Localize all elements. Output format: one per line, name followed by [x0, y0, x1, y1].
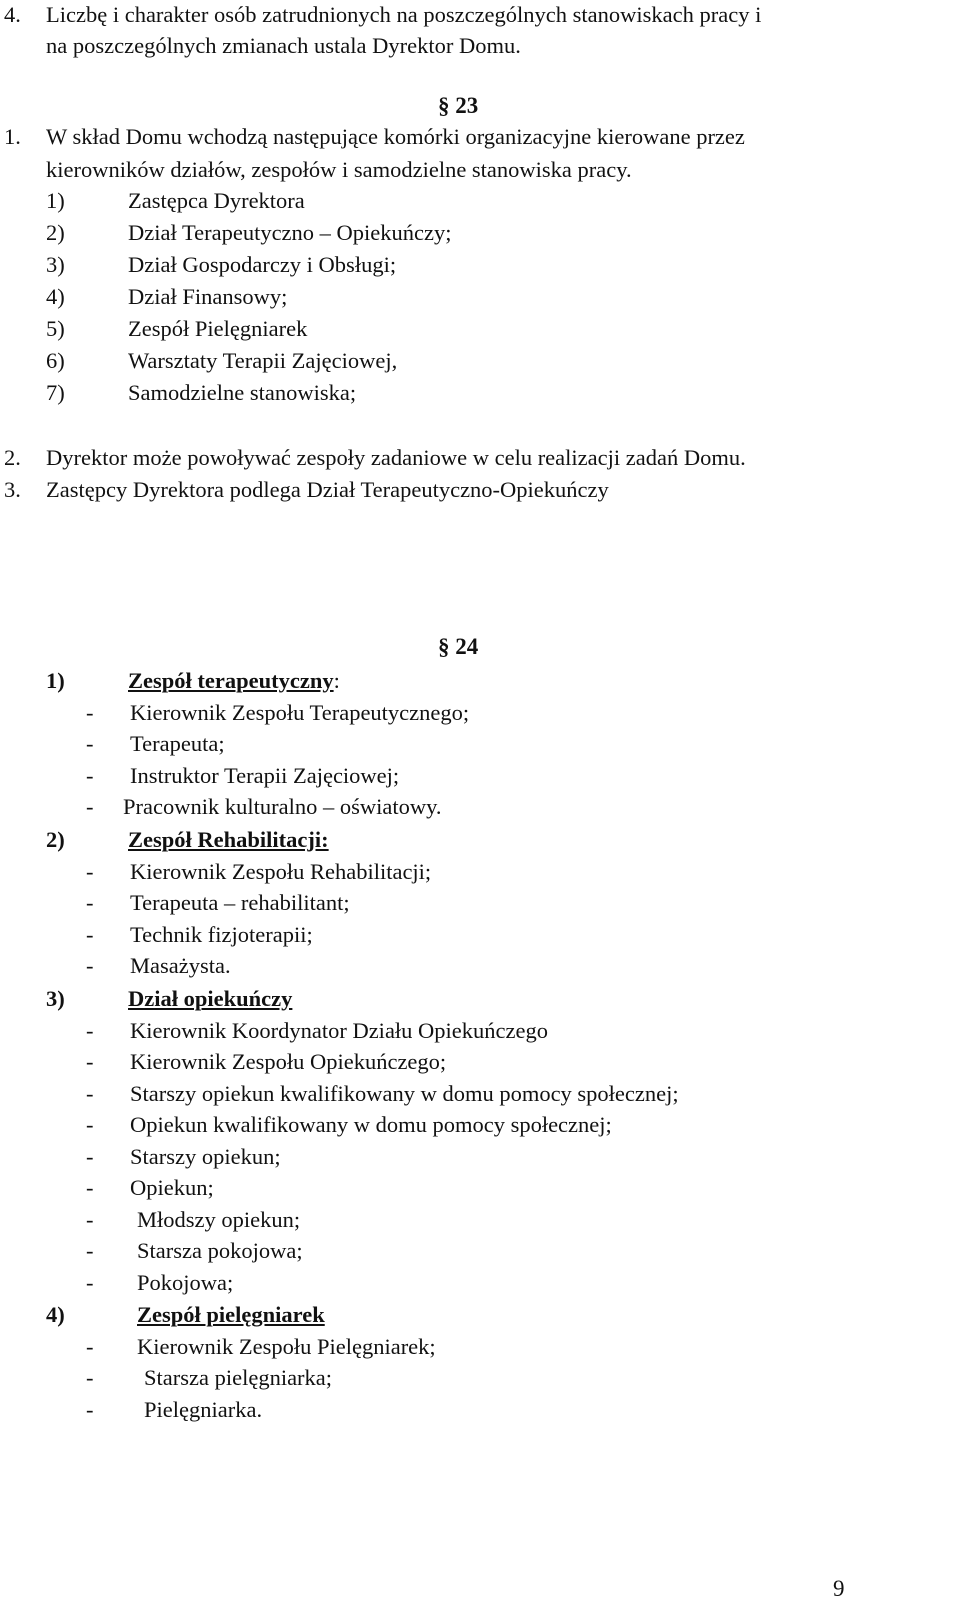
group-title-text: Zespół terapeutyczny: [128, 668, 334, 693]
page-number: 9: [833, 1576, 845, 1601]
unit-label: Samodzielne stanowiska;: [128, 380, 357, 405]
list-item: Terapeuta;: [130, 731, 225, 756]
list-item: Masażysta.: [130, 953, 231, 978]
paragraph-2-number: 2.: [4, 445, 21, 470]
unit-label: Dział Finansowy;: [128, 284, 288, 309]
group-number: 2): [46, 827, 65, 852]
unit-label: Zespół Pielęgniarek: [128, 316, 308, 341]
list-dash: -: [86, 953, 94, 978]
list-dash: -: [86, 1112, 94, 1137]
paragraph-1-number: 1.: [4, 124, 21, 149]
list-dash: -: [86, 1143, 94, 1169]
group-title: [128, 825, 329, 855]
list-item: Instruktor Terapii Zajęciowej;: [130, 762, 400, 788]
unit-label: Dział Gospodarczy i Obsługi;: [128, 252, 397, 277]
list-item: Pokojowa;: [137, 1269, 234, 1295]
list-dash: -: [86, 794, 94, 819]
item-4-line-2: na poszczególnych zmianach ustala Dyrektor Domu.: [46, 33, 521, 58]
list-dash: -: [86, 1017, 94, 1043]
group-title-text: Zespół Rehabilitacji:: [128, 827, 329, 852]
list-item: Kierownik Zespołu Pielęgniarek;: [137, 1333, 436, 1359]
unit-number: 4): [46, 284, 65, 309]
unit-number: 6): [46, 348, 65, 373]
list-item: Kierownik Zespołu Rehabilitacji;: [130, 858, 432, 884]
unit-label: Zastępca Dyrektora: [128, 188, 305, 213]
list-item: Technik fizjoterapii;: [130, 921, 313, 947]
unit-number: 3): [46, 252, 65, 277]
item-number: 4.: [4, 2, 21, 27]
unit-label: Dział Terapeutyczno – Opiekuńczy;: [128, 220, 452, 245]
group-title-text: Dział opiekuńczy: [128, 986, 293, 1011]
group-title: [128, 666, 340, 696]
list-item: Kierownik Zespołu Terapeutycznego;: [130, 699, 470, 725]
paragraph-2-text: Dyrektor może powoływać zespoły zadaniowe w celu realizacji zadań Domu.: [46, 445, 746, 470]
paragraph-1-line-2: kierowników działów, zespołów i samodzielne stanowiska pracy.: [46, 157, 632, 182]
group-title-suffix: :: [333, 668, 340, 693]
list-item: Starsza pokojowa;: [137, 1238, 303, 1263]
list-item: Opiekun kwalifikowany w domu pomocy społecznej;: [130, 1112, 612, 1137]
group-title: [137, 1300, 325, 1330]
paragraph-3-text: Zastępcy Dyrektora podlega Dział Terapeutyczno-Opiekuńczy: [46, 477, 609, 502]
section-heading-24: § 24: [438, 634, 479, 659]
list-item: Młodszy opiekun;: [137, 1206, 301, 1232]
group-number: 1): [46, 668, 65, 693]
list-dash: -: [86, 1080, 94, 1106]
list-item: Starszy opiekun;: [130, 1143, 281, 1169]
list-dash: -: [86, 731, 94, 756]
unit-label: Warsztaty Terapii Zajęciowej,: [128, 348, 398, 373]
list-item: Terapeuta – rehabilitant;: [130, 890, 350, 915]
group-title: [128, 984, 292, 1014]
list-dash: -: [86, 921, 94, 947]
group-number: 3): [46, 986, 65, 1011]
list-item: Pracownik kulturalno – oświatowy.: [123, 794, 442, 819]
list-item: Kierownik Zespołu Opiekuńczego;: [130, 1049, 447, 1074]
paragraph-1-line-1: W skład Domu wchodzą następujące komórki organizacyjne kierowane przez: [46, 124, 745, 149]
unit-number: 1): [46, 188, 65, 213]
section-heading-23: § 23: [438, 93, 479, 118]
list-dash: -: [86, 1238, 94, 1263]
list-dash: -: [86, 1049, 94, 1074]
list-item: Starszy opiekun kwalifikowany w domu pomocy społecznej;: [130, 1080, 679, 1106]
list-dash: -: [86, 1396, 94, 1422]
list-dash: -: [86, 1333, 94, 1359]
unit-number: 7): [46, 380, 65, 405]
list-item: Starsza pielęgniarka;: [144, 1365, 333, 1390]
list-dash: -: [86, 858, 94, 884]
list-dash: -: [86, 890, 94, 915]
unit-number: 5): [46, 316, 65, 341]
item-4: [4, 0, 21, 30]
unit-number: 2): [46, 220, 65, 245]
list-dash: -: [86, 1175, 94, 1200]
list-dash: -: [86, 1269, 94, 1295]
group-number: 4): [46, 1302, 65, 1327]
group-title-text: Zespół pielęgniarek: [137, 1302, 325, 1327]
list-dash: -: [86, 1365, 94, 1390]
list-dash: -: [86, 699, 94, 725]
item-4-line-1: Liczbę i charakter osób zatrudnionych na poszczególnych stanowiskach pracy i: [46, 2, 762, 27]
list-item: Opiekun;: [130, 1175, 214, 1200]
list-dash: -: [86, 762, 94, 788]
paragraph-3-number: 3.: [4, 477, 21, 502]
list-dash: -: [86, 1206, 94, 1232]
list-item: Kierownik Koordynator Działu Opiekuńczego: [130, 1017, 548, 1043]
list-item: Pielęgniarka.: [144, 1396, 263, 1422]
